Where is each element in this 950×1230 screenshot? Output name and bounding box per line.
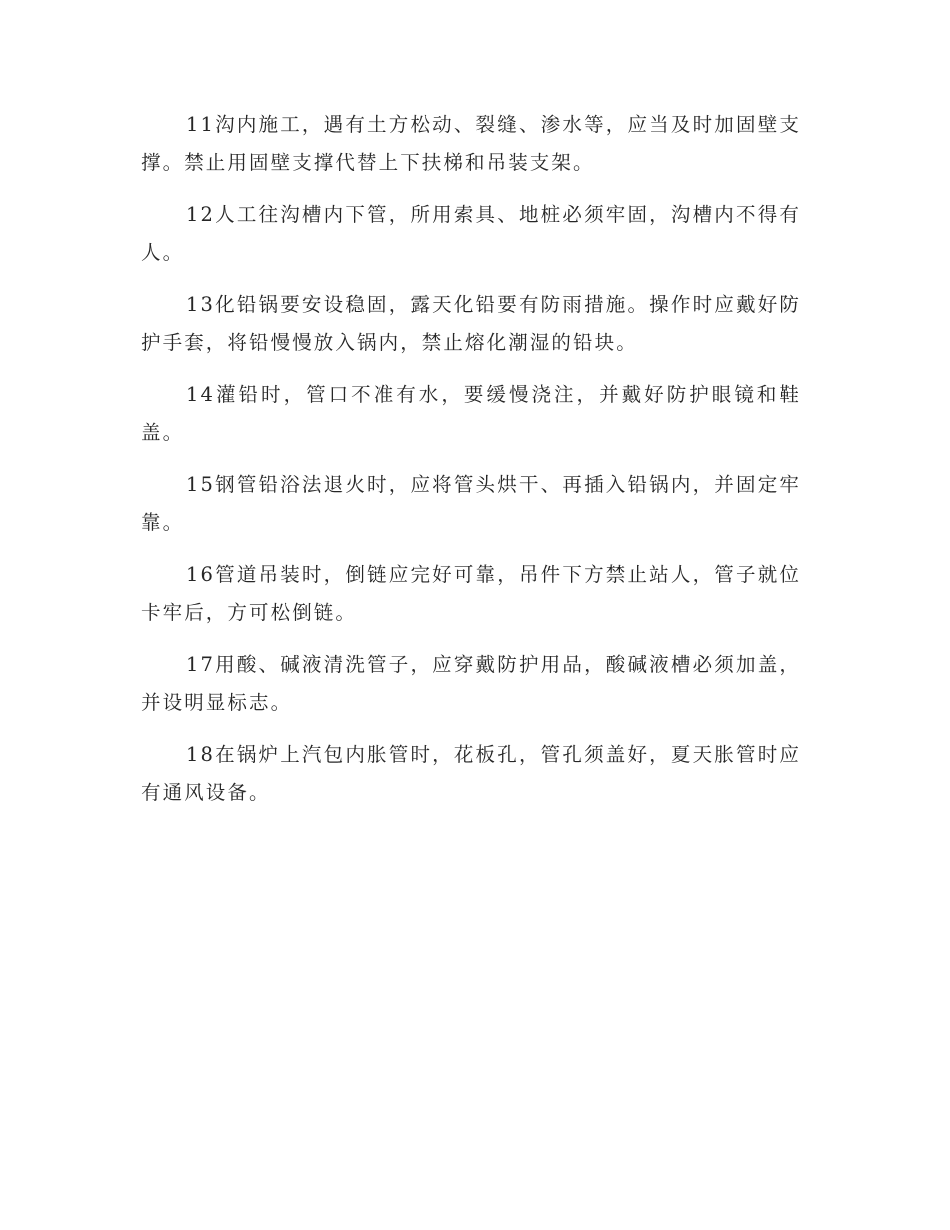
paragraph-13: 13化铅锅要安设稳固，露天化铅要有防雨措施。操作时应戴好防护手套，将铅慢慢放入锅内，禁止熔化潮湿的铅块。 [141, 293, 801, 354]
paragraph-18: 18在锅炉上汽包内胀管时，花板孔，管孔须盖好，夏天胀管时应有通风设备。 [141, 743, 801, 804]
paragraph-17: 17用酸、碱液清洗管子，应穿戴防护用品，酸碱液槽必须加盖，并设明显标志。 [141, 653, 801, 714]
paragraph-15: 15钢管铅浴法退火时，应将管头烘干、再插入铅锅内，并固定牢靠。 [141, 473, 801, 534]
paragraph-14: 14灌铅时，管口不准有水，要缓慢浇注，并戴好防护眼镜和鞋盖。 [141, 383, 801, 444]
paragraph-12: 12人工往沟槽内下管，所用索具、地桩必须牢固，沟槽内不得有人。 [141, 203, 801, 264]
paragraph-16: 16管道吊装时，倒链应完好可靠，吊件下方禁止站人，管子就位卡牢后，方可松倒链。 [141, 563, 801, 624]
document-body [141, 106, 801, 826]
paragraph-11: 11沟内施工，遇有土方松动、裂缝、渗水等，应当及时加固壁支撑。禁止用固壁支撑代替上下扶梯和吊装支架。 [141, 113, 801, 174]
